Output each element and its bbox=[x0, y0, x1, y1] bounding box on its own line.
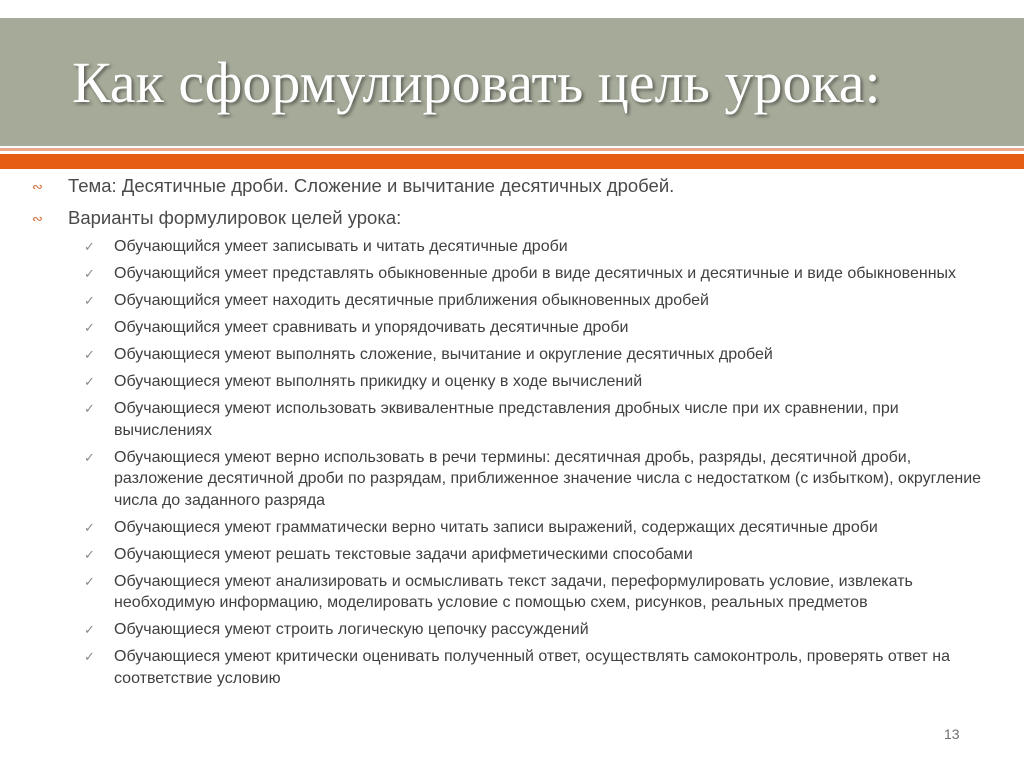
goal-item bbox=[0, 544, 1024, 566]
accent-stripe-thin bbox=[0, 148, 1024, 151]
goal-text: Обучающийся умеет записывать и читать десятичные дроби bbox=[114, 238, 568, 255]
check-icon: ✓ bbox=[84, 374, 95, 389]
goal-text: Обучающиеся умеют грамматически верно читать записи выражений, содержащих десятичные дроби bbox=[114, 518, 878, 536]
goal-text: Обучающиеся умеют выполнять прикидку и оценку в ходе вычислений bbox=[114, 373, 643, 390]
goal-item bbox=[0, 236, 1024, 258]
goal-item bbox=[0, 517, 1024, 539]
goal-text: Обучающиеся умеют выполнять сложение, вычитание и округление десятичных дробей bbox=[114, 346, 773, 363]
check-icon: ✓ bbox=[84, 320, 95, 335]
goal-text: Обучающийся умеет находить десятичные приближения обыкновенных дробей bbox=[114, 292, 709, 309]
goal-item bbox=[0, 371, 1024, 393]
goal-text: Обучающиеся умеют верно использовать в речи термины: десятичная дробь, разряды, десятичной дроби, разложение десятичной дроби по разрядам, приближенное значение числа с недостатком (с избытком), округление числа до заданного разряда bbox=[114, 448, 982, 509]
check-icon: ✓ bbox=[84, 546, 95, 562]
goal-item bbox=[0, 571, 1024, 614]
check-icon: ✓ bbox=[84, 519, 95, 535]
goal-text: Обучающиеся умеют решать текстовые задачи арифметическими способами bbox=[114, 545, 693, 563]
check-icon: ✓ bbox=[84, 293, 95, 308]
goal-item bbox=[0, 317, 1024, 339]
slide-title: Как сформулировать цель урока: bbox=[72, 50, 881, 115]
goal-item bbox=[0, 290, 1024, 312]
check-icon: ✓ bbox=[84, 649, 95, 664]
page-number: 13 bbox=[944, 726, 960, 742]
bullet-goal-variants bbox=[0, 206, 1024, 230]
goal-item bbox=[0, 344, 1024, 366]
goal-item bbox=[0, 398, 1024, 441]
goal-text: Обучающиеся умеют критически оценивать полученный ответ, осуществлять самоконтроль, проверять ответ на соответствие условию bbox=[114, 648, 950, 687]
goal-text: Обучающийся умеет сравнивать и упорядочивать десятичные дроби bbox=[114, 319, 629, 336]
bullet-text: Тема: Десятичные дроби. Сложение и вычитание десятичных дробей. bbox=[68, 175, 675, 196]
goal-item bbox=[0, 263, 1024, 285]
goal-item bbox=[0, 447, 1024, 512]
check-icon: ✓ bbox=[84, 622, 95, 637]
goal-text: Обучающийся умеет представлять обыкновенные дроби в виде десятичных и десятичные и виде обыкновенных bbox=[114, 265, 957, 282]
goal-item bbox=[0, 619, 1024, 641]
slide-content bbox=[0, 174, 1024, 695]
goal-text: Обучающиеся умеют строить логическую цепочку рассуждений bbox=[114, 621, 589, 638]
goal-item bbox=[0, 646, 1024, 689]
swirl-bullet-icon: ∾ bbox=[32, 179, 43, 194]
check-icon: ✓ bbox=[84, 347, 95, 362]
check-icon: ✓ bbox=[84, 449, 95, 465]
accent-stripe bbox=[0, 154, 1024, 169]
check-icon: ✓ bbox=[84, 401, 95, 416]
bullet-topic bbox=[0, 174, 1024, 198]
goals-list bbox=[0, 236, 1024, 689]
check-icon: ✓ bbox=[84, 573, 95, 589]
check-icon: ✓ bbox=[84, 266, 95, 281]
check-icon: ✓ bbox=[84, 239, 95, 254]
swirl-bullet-icon: ∾ bbox=[32, 211, 43, 226]
bullet-text: Варианты формулировок целей урока: bbox=[68, 207, 402, 228]
goal-text: Обучающиеся умеют использовать эквивалентные представления дробных числе при их сравнении, при вычислениях bbox=[114, 400, 899, 439]
goal-text: Обучающиеся умеют анализировать и осмысливать текст задачи, переформулировать условие, извлекать необходимую информацию, моделировать условие с помощью схем, рисунков, реальных предметов bbox=[114, 572, 913, 611]
